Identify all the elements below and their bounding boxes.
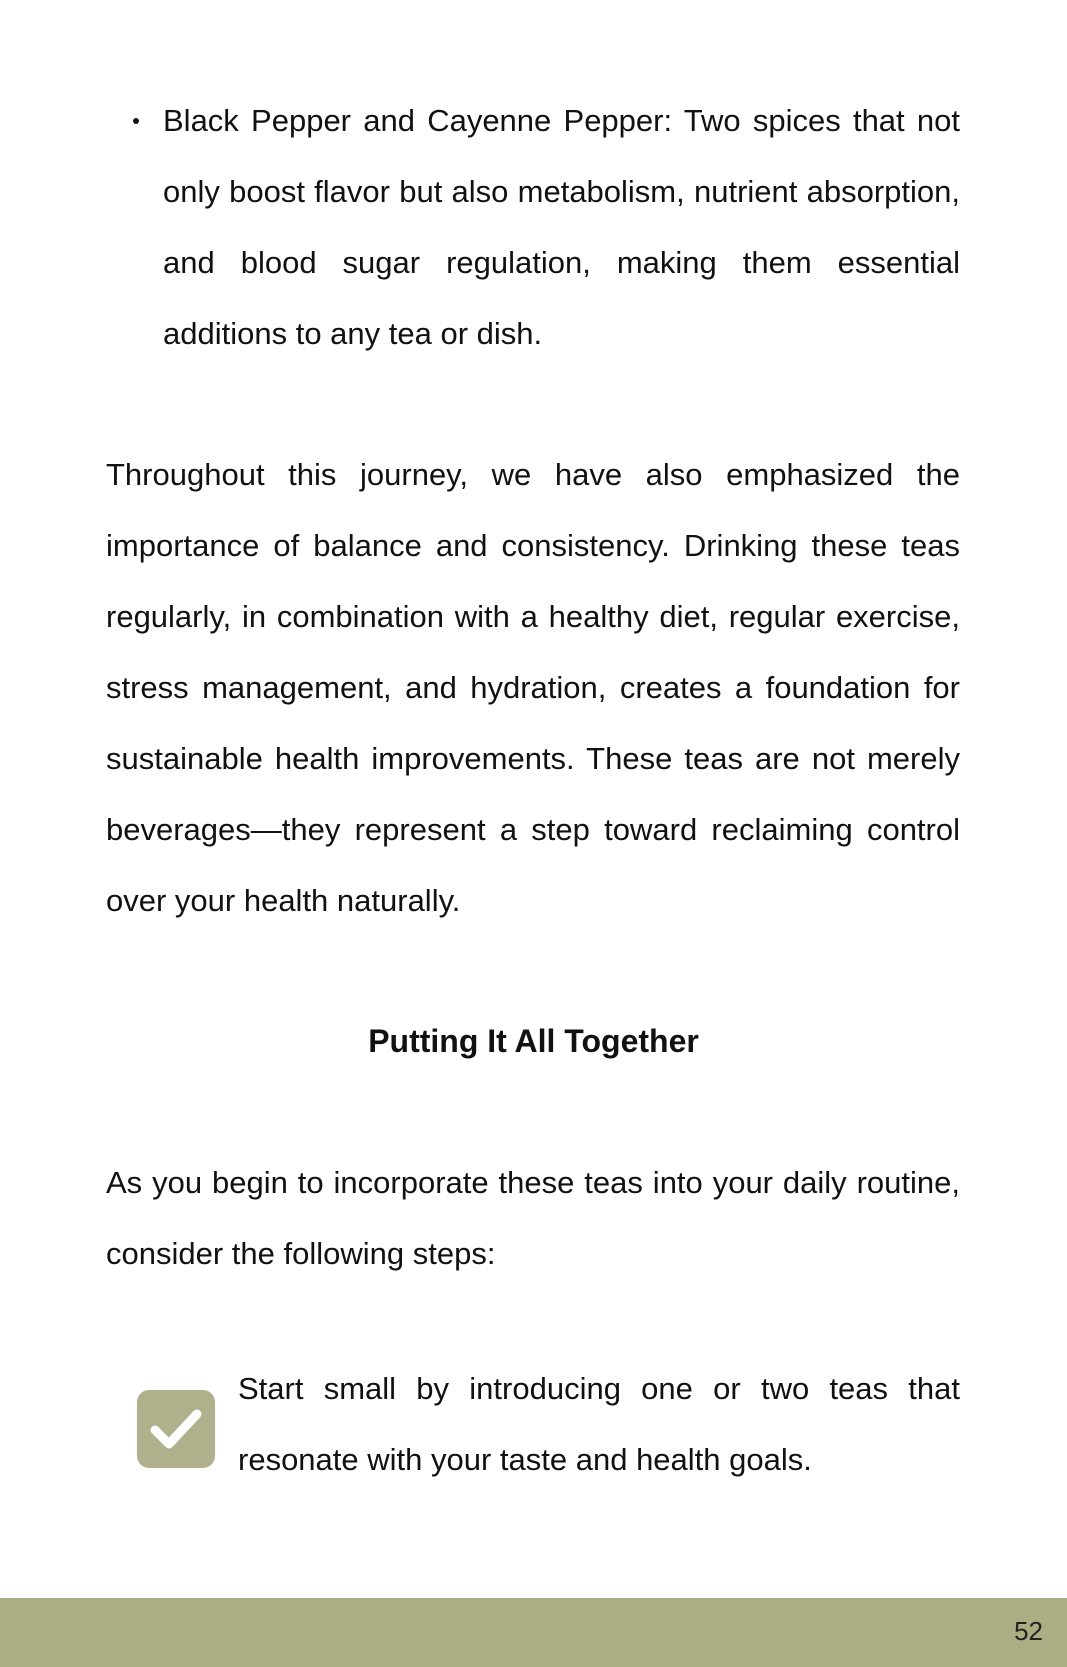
bullet-dot-icon	[133, 118, 139, 124]
checklist-item-text: Start small by introducing one or two teas that resonate with your taste and health goals.	[238, 1371, 960, 1477]
body-paragraph-steps-intro: As you begin to incorporate these teas into your daily routine, consider the following steps:	[106, 1165, 960, 1271]
bullet-item-text: Black Pepper and Cayenne Pepper: Two spices that not only boost flavor but also metabolism, nutrient absorption, and blood sugar regulation, making them essential additions to any tea or dish.	[163, 103, 960, 351]
page-number: 52	[1014, 1616, 1043, 1646]
page-footer-bar	[0, 1598, 1067, 1667]
checkmark-icon	[137, 1390, 215, 1468]
body-paragraph-balance: Throughout this journey, we have also emphasized the importance of balance and consistency. Drinking these teas regularly, in combination with a healthy diet, regular exercise, stress management, and hydration, creates a foundation for sustainable health improvements. These teas are not merely beverages—they represent a step toward reclaiming control over your health naturally.	[106, 457, 960, 918]
section-heading: Putting It All Together	[368, 1023, 699, 1059]
